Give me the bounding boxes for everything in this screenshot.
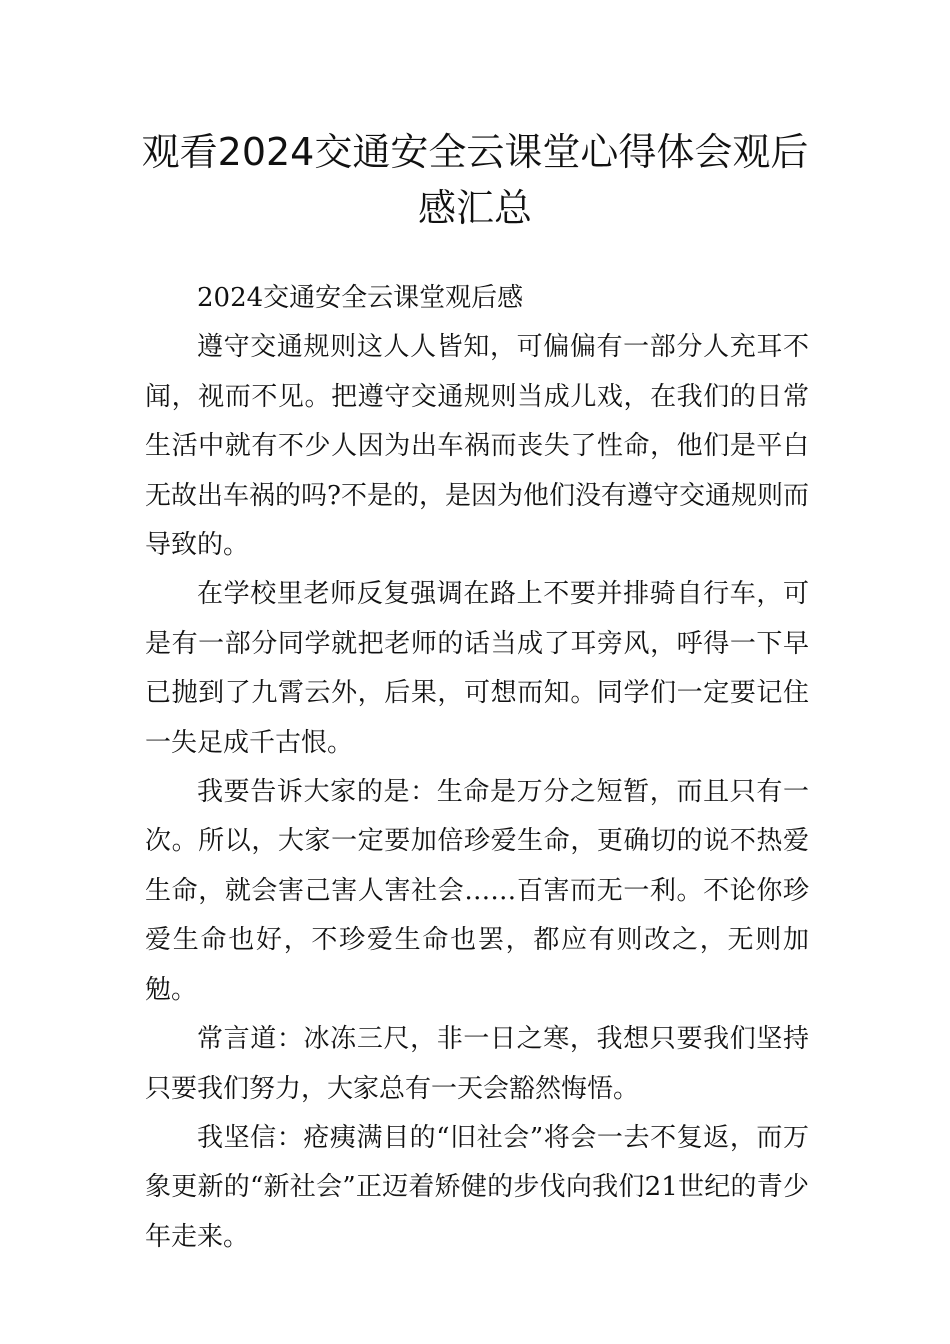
paragraph-2: 在学校里老师反复强调在路上不要并排骑自行车，可是有一部分同学就把老师的话当成了耳旁风，呼得一下早已抛到了九霄云外，后果，可想而知。同学们一定要记住一失足成千古恨。 [145, 579, 809, 758]
paragraph-4: 常言道：冰冻三尺，非一日之寒，我想只要我们坚持只要我们努力，大家总有一天会豁然悔悟。 [145, 1024, 809, 1104]
subtitle: 2024交通安全云课堂观后感 [197, 283, 524, 313]
paragraph-1: 遵守交通规则这人人皆知，可偏偏有一部分人充耳不闻，视而不见。把遵守交通规则当成儿戏，在我们的日常生活中就有不少人因为出车祸而丧失了性命，他们是平白无故出车祸的吗?不是的，是因为他们没有遵守交通规则而导致的。 [145, 332, 809, 561]
paragraph-3: 我要告诉大家的是：生命是万分之短暂，而且只有一次。所以，大家一定要加倍珍爱生命，更确切的说不热爱生命，就会害己害人害社会……百害而无一利。不论你珍爱生命也好，不珍爱生命也罢，都应有则改之，无则加勉。 [145, 777, 809, 1005]
document-body [145, 274, 809, 1262]
document-title: 观看2024交通安全云课堂心得体会观后感汇总 [141, 130, 809, 230]
paragraph-5: 我坚信：疮痍满目的“旧社会”将会一去不复返，而万象更新的“新社会”正迈着矫健的步伐向我们21世纪的青少年走来。 [145, 1122, 809, 1252]
